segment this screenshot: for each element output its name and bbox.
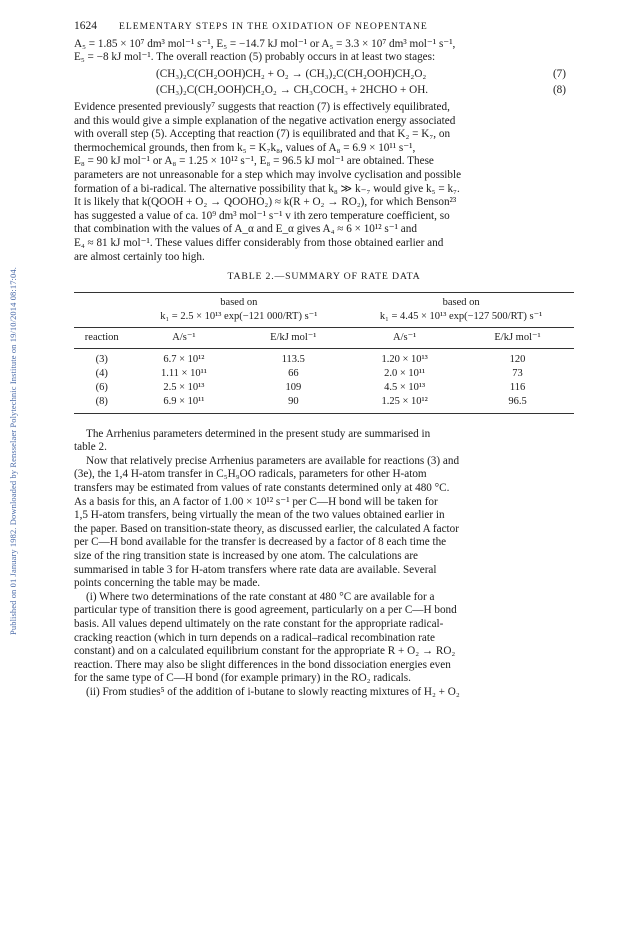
column-header-reaction: reaction xyxy=(74,327,129,348)
text-line: basis. All values depend ultimately on the rate constant for the appropriate radical- xyxy=(74,618,444,630)
rate-data-table xyxy=(74,292,574,414)
text-line: transfers may be estimated from values of rate constants determined only at 480 °C. xyxy=(74,482,450,495)
text-line: summarised in table 3 for H-atom transfers where rate data are available. Several xyxy=(74,563,437,576)
publication-watermark: Published on 01 January 1982. Downloaded by Rensselaer Polytechnic Institute on 19/10/2014 08:17:04. xyxy=(8,267,18,635)
text-line: the paper. Based on transition-state theory, as discussed earlier, the calculated A factor xyxy=(74,522,459,535)
text-line: has suggested a value of ca. 10⁹ dm³ mol⁻¹ s⁻¹ v ith zero temperature coefficient, so xyxy=(74,209,450,222)
cell-E1: 109 xyxy=(285,381,302,393)
cell-E1: 113.5 xyxy=(281,353,305,365)
column-header-A2: A/s⁻¹ xyxy=(348,327,461,348)
cell-A2: 4.5 × 10¹³ xyxy=(384,381,426,393)
cell-reaction: (6) xyxy=(95,381,108,393)
paragraph-point-i xyxy=(74,591,574,686)
cell-A1: 6.7 × 10¹² xyxy=(163,353,205,365)
cell-A2: 2.0 × 10¹¹ xyxy=(384,367,426,379)
text-line: Evidence presented previously⁷ suggests that reaction (7) is effectively equilibrated, xyxy=(74,100,450,113)
text-line: E₅ = −8 kJ mol⁻¹. The overall reaction (5) probably occurs in at least two stages: xyxy=(74,51,436,64)
paragraph-evidence xyxy=(74,101,574,264)
text-line: cracking reaction (which in turn depends on a radical–radical recombination rate xyxy=(74,631,435,644)
equation-text: (CH₃)₂C(CH₂OOH)CH₂ + O₂ → (CH₃)₂C(CH₂OOH)CH₂O₂ xyxy=(156,67,427,80)
text-line: formation of a bi-radical. The alternative possibility that k₈ ≫ k₋₇ would give k₅ = k₇. xyxy=(74,182,460,195)
table-group-header xyxy=(74,292,574,310)
text-line: It is likely that k(QOOH + O₂ → QOOHO₂) ≈ k(R + O₂ → RO₂), for which Benson²³ xyxy=(74,196,457,209)
paragraph-intro xyxy=(74,38,574,65)
cell-reaction: (4) xyxy=(95,367,108,379)
page-body xyxy=(74,20,574,700)
cell-E1: 90 xyxy=(238,395,348,414)
text-line: that combination with the values of A_α and E_α gives A₄ ≈ 6 × 10¹² s⁻¹ and xyxy=(74,223,417,236)
running-header xyxy=(74,20,574,34)
column-header-E2: E/kJ mol⁻¹ xyxy=(461,327,574,348)
cell-reaction: (8) xyxy=(74,395,129,414)
text-line: The Arrhenius parameters determined in the present study are summarised in xyxy=(86,427,431,440)
cell-E1: 66 xyxy=(288,367,299,379)
cell-reaction: (3) xyxy=(95,353,108,365)
text-line: (ii) From studies⁵ of the addition of i-butane to slowly reacting mixtures of H₂ + O₂ xyxy=(86,685,460,698)
column-header-A1: A/s⁻¹ xyxy=(129,327,238,348)
column-header-E1: E/kJ mol⁻¹ xyxy=(238,327,348,348)
running-title: ELEMENTARY STEPS IN THE OXIDATION OF NEOPENTANE xyxy=(119,21,428,32)
text-line: 1,5 H-atom transfers, being virtually the mean of the two values obtained earlier in xyxy=(74,509,445,522)
text-line: per C—H bond available for the transfer is decreased by a factor of 8 each time the xyxy=(74,536,447,549)
text-line: parameters are not unreasonable for a step which may involve cyclisation and possible xyxy=(74,168,462,181)
text-line: (3e), the 1,4 H-atom transfer in C₅H₉OO radicals, parameters for other H-atom xyxy=(74,468,427,481)
equation-7 xyxy=(74,68,574,82)
table-row xyxy=(74,348,574,367)
cell-A1: 2.5 × 10¹³ xyxy=(163,381,205,393)
equation-text: (CH₃)₂C(CH₂OOH)CH₂O₂ → CH₃COCH₃ + 2HCHO + OH. xyxy=(156,84,429,97)
text-line: Now that relatively precise Arrhenius parameters are available for reactions (3) and xyxy=(86,454,460,467)
text-line: thermochemical grounds, then from k₅ = K₇k₈, values of A₈ = 6.9 × 10¹¹ s⁻¹, xyxy=(74,141,416,154)
text-line: and this would give a simple explanation of the negative activation energy associated xyxy=(74,114,456,127)
cell-A2: 1.25 × 10¹² xyxy=(348,395,461,414)
group1-title: based on xyxy=(220,296,258,308)
text-line: points concerning the table may be made. xyxy=(74,577,261,590)
equation-number: (8) xyxy=(552,84,566,97)
text-line: reaction. There may also be slight differences in the bond dissociation energies even xyxy=(74,658,451,671)
cell-E2: 116 xyxy=(509,381,526,393)
table-header-row xyxy=(74,327,574,348)
cell-E2: 120 xyxy=(509,353,526,365)
text-line: As a basis for this, an A factor of 1.00 × 10¹² s⁻¹ per C—H bond will be taken for xyxy=(74,495,438,508)
table-row xyxy=(74,395,574,414)
group2-formula: k₁ = 4.45 × 10¹³ exp(−127 500/RT) s⁻¹ xyxy=(379,310,543,322)
page-number: 1624 xyxy=(74,20,97,32)
paragraph-point-ii xyxy=(74,686,574,700)
text-line: table 2. xyxy=(74,441,107,454)
text-line: E₈ = 90 kJ mol⁻¹ or A₈ = 1.25 × 10¹² s⁻¹, E₈ = 96.5 kJ mol⁻¹ are obtained. These xyxy=(74,155,434,168)
text-line: for the same type of C—H bond (for example primary) in the RO₂ radicals. xyxy=(74,672,411,685)
cell-E2: 73 xyxy=(512,367,523,379)
text-line: with overall step (5). Accepting that reaction (7) is equilibrated and that K₂ = K₇, on xyxy=(74,128,451,141)
table-caption: TABLE 2.—SUMMARY OF RATE DATA xyxy=(227,271,421,283)
cell-A1: 6.9 × 10¹¹ xyxy=(129,395,238,414)
paragraph-summary xyxy=(74,428,574,455)
paragraph-now xyxy=(74,455,574,591)
text-line: A₅ = 1.85 × 10⁷ dm³ mol⁻¹ s⁻¹, E₅ = −14.7 kJ mol⁻¹ or A₅ = 3.3 × 10⁷ dm³ mol⁻¹ s⁻¹, xyxy=(74,37,456,50)
text-line: E₄ ≈ 81 kJ mol⁻¹. These values differ considerably from those obtained earlier and xyxy=(74,236,444,249)
equation-number: (7) xyxy=(552,67,566,80)
text-line: size of the ring transition state is increased by one atom. The calculations are xyxy=(74,550,419,563)
group1-formula: k₁ = 2.5 × 10¹³ exp(−121 000/RT) s⁻¹ xyxy=(160,310,318,322)
text-line: constant) and on a calculated equilibrium constant for the appropriate R + O₂ → RO₂ xyxy=(74,645,456,658)
cell-A1: 1.11 × 10¹¹ xyxy=(160,367,207,379)
group2-title: based on xyxy=(442,296,480,308)
cell-E2: 96.5 xyxy=(461,395,574,414)
equation-8 xyxy=(74,84,574,98)
text-line: are almost certainly too high. xyxy=(74,250,205,263)
table-group-formula xyxy=(74,310,574,328)
cell-A2: 1.20 × 10¹³ xyxy=(381,353,428,365)
table-row xyxy=(74,381,574,395)
text-line: particular type of transition there is good agreement, particularly on a per C—H bond xyxy=(74,604,457,617)
text-line: (i) Where two determinations of the rate constant at 480 °C are available for a xyxy=(86,590,435,603)
table-row xyxy=(74,367,574,381)
